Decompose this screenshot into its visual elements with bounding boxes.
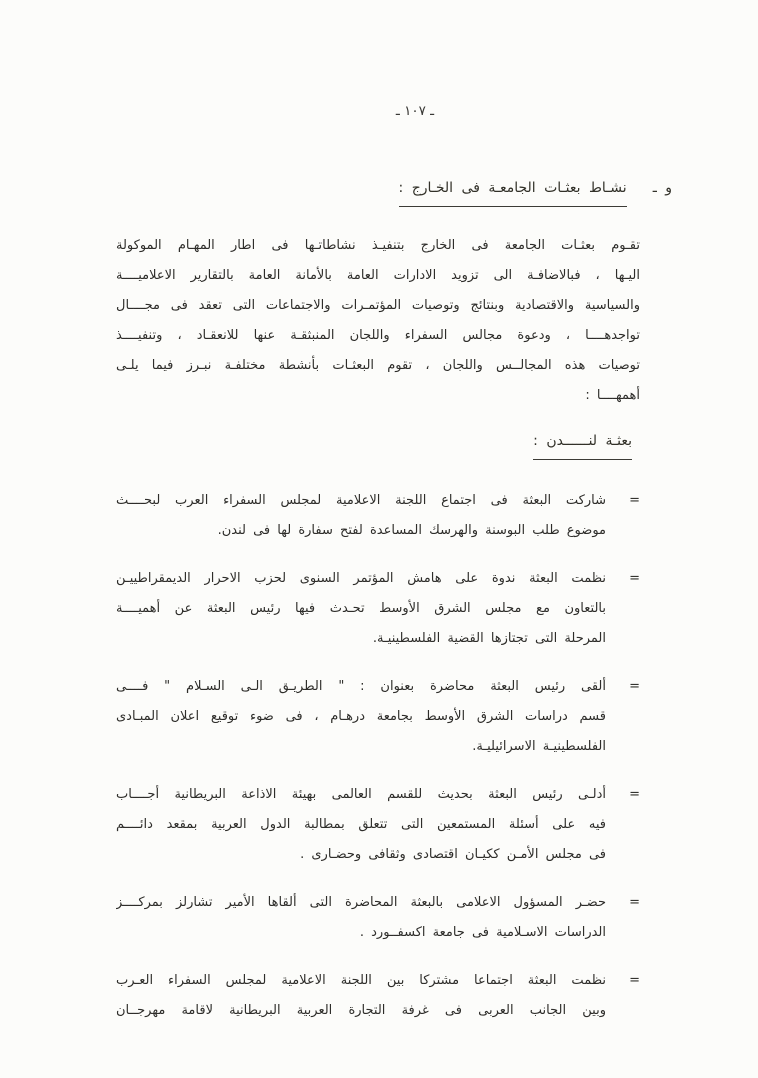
section-heading: [0, 176, 758, 207]
item-text: [116, 888, 606, 948]
item-text: [116, 486, 606, 546]
list-item: [0, 672, 758, 762]
item-bullet: =: [629, 679, 640, 694]
items-list: [0, 486, 758, 1026]
item-text: [116, 780, 606, 870]
section-marker: و ـ: [652, 180, 672, 196]
intro-paragraph: [0, 231, 758, 411]
item-bullet: =: [629, 493, 640, 508]
intro-line: أهمهــــا :: [585, 388, 640, 403]
item-line: قسم دراسات الشرق الأوسط بجامعة درهـام ، فى ضوء توقيع اعلان المبـادى: [116, 709, 606, 724]
item-line: ألقى رئيس البعثة محاضرة بعنوان : " الطريـق الـى السـلام " فــــى: [116, 679, 606, 694]
list-item: [0, 486, 758, 546]
item-line: حضـر المسؤول الاعلامى بالبعثة المحاضرة التى ألقاها الأمير تشارلز بمركــــز: [116, 895, 606, 910]
item-line: المرحلة التى تجتازها القضية الفلسطينيـة.: [372, 631, 606, 646]
list-item: [0, 564, 758, 654]
subsection-heading: [0, 429, 758, 460]
subsection-title: بعثـة لنــــــدن :: [533, 429, 632, 460]
item-line: أدلـى رئيس البعثة بحديث للقسم العالمى بهيئة الاذاعة البريطانية أجــــاب: [116, 787, 606, 802]
item-line: نظمت البعثة اجتماعا مشتركا بين اللجنة الاعلامية لمجلس السفراء العـرب: [116, 973, 606, 988]
item-text: [116, 564, 606, 654]
item-bullet: =: [629, 895, 640, 910]
section-title: نشـاط بعثـات الجامعـة فى الخـارج :: [399, 176, 627, 207]
intro-line: تقـوم بعثـات الجامعة فى الخارج بتنفيـذ نشاطاتـها فى اطار المهـام الموكولة: [116, 238, 640, 253]
intro-line: تواجدهــــا ، ودعوة مجالس السفراء واللجان المنبثقـة عنها للانعقـاد ، وتنفيــــذ: [116, 328, 640, 343]
item-line: موضوع طلب البوسنة والهرسك المساعدة لفتح سفارة لها فى لندن.: [217, 523, 606, 538]
item-line: الدراسات الاسـلامية فى جامعة اكسفــورد .: [359, 925, 606, 940]
item-line: بالتعاون مع مجلس الشرق الأوسط تحـدث فيها رئيس البعثة عن أهميــــة: [116, 601, 606, 616]
page-number: ـ ١٠٧ ـ: [395, 103, 435, 119]
item-text: [116, 672, 606, 762]
item-line: فى مجلس الأمـن ككيـان اقتصادى وثقافى وحضـارى .: [300, 847, 606, 862]
item-text: [116, 966, 606, 1026]
item-line: الفلسطينيـة الاسرائيليـة.: [472, 739, 606, 754]
list-item: [0, 888, 758, 948]
item-bullet: =: [629, 787, 640, 802]
intro-line: والسياسية والاقتصادية وبنتائج وتوصيات المؤتمـرات والاجتماعات التى تعقد فى مجــــال: [116, 298, 640, 313]
list-item: [0, 966, 758, 1026]
list-item: [0, 780, 758, 870]
item-bullet: =: [629, 973, 640, 988]
item-line: نظمت البعثة ندوة على هامش المؤتمر السنوى لحزب الاحرار الديمقراطييـن: [116, 571, 606, 586]
item-line: وبين الجانب العربى فى غرفة التجارة العربية البريطانية لاقامة مهرجــان: [116, 1003, 606, 1018]
item-bullet: =: [629, 571, 640, 586]
item-line: شاركت البعثة فى اجتماع اللجنة الاعلامية لمجلس السفراء العرب لبحــــث: [116, 493, 606, 508]
item-line: فيه على أسئلة المستمعين التى تتعلق بمطالبة الدول العربية بمقعد دائــــم: [116, 817, 606, 832]
intro-line: اليـها ، فبالاضافـة الى تزويد الادارات العامة بالأمانة العامة بالتقارير الاعلاميــــة: [116, 268, 640, 283]
intro-line: توصيات هذه المجالــس واللجان ، تقوم البعثـات بأنشطة مختلفـة نبـرز فيما يلـى: [116, 358, 640, 373]
